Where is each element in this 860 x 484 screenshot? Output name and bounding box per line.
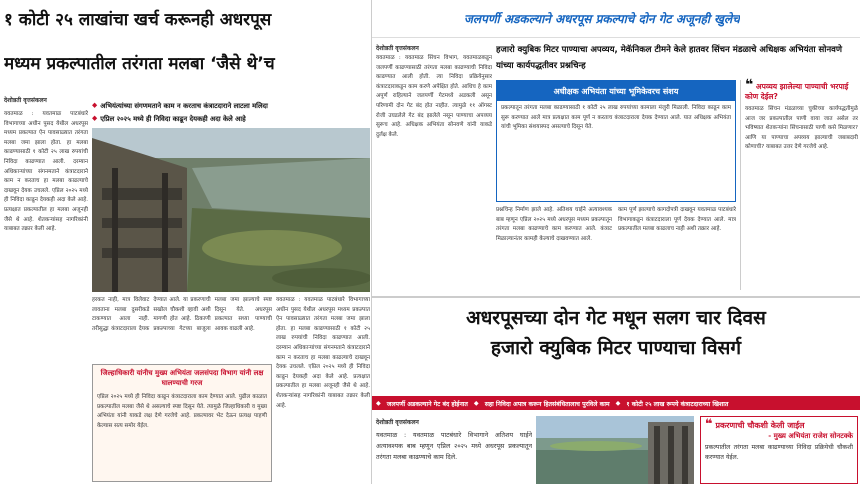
clip2-blue-box [496, 80, 736, 202]
clip1-body-right: यवतमाळ : यवतमाळ पाटबंधारे विभागाच्या अधीन पुसद येथील अधरपूस मध्यम प्रकल्पात ऐन पावसाळ्यात तरंगता मलबा जमा झाला होता. हा मलबा काढण्यासाठी १ कोटी २५ लाख रुपयांची निविदा काढण्यात आली. दरम्यान अधिकाऱ्यांच्या संगनमताने कंत्राटदाराने काम न करताच हा मलबा काढल्याचे दाखवून देयक उचलले. एप्रिल २०२५ मध्ये ही निविदा काढून देयकही अदा केले आहे. प्रत्यक्षात प्रकल्पातील हा मलबा अजूनही जैसे थे आहे. शेतकऱ्यांसह नागरिकांनी याबाबत तक्रार केली आहे. [276, 297, 370, 409]
clip2-side-title [745, 77, 858, 102]
clip1-deck-2 [92, 112, 370, 124]
clip2-body-right: काम पूर्ण झाल्याचे कागदोपत्री दाखवून यवतमाळ पाटबंधारे विभागाकडून कंत्राटदाराला पूर्ण देयक देण्यात आले. मात्र प्रकल्पातील मलबा काढलाच नाही अशी तक्रार आहे. [618, 207, 736, 233]
diamond-icon: ◆ [376, 399, 381, 407]
red-arrow-icon: ◆ [92, 101, 98, 109]
reservoir-photo [536, 416, 694, 484]
quote-icon: ❝ [705, 417, 713, 432]
clip1-deck-1-text: अभियंत्यांच्या संगणमताने काम न करताच कंत्राटदाराने लाटला मलिदा [100, 101, 268, 110]
clip3-headline-2: हजारो क्युबिक मिटर पाण्याचा विसर्ग [490, 337, 742, 359]
clip-1 [0, 0, 372, 484]
clip2-headline: जलपर्णी अडकल्याने अधरपूस प्रकल्पाचे दोन गेट अजूनही खुलेच [464, 12, 740, 26]
clip2-blue-title: अधीक्षक अभियंता यांच्या भूमिकेवरच संशय [497, 81, 735, 101]
clip2-body-left: यवतमाळ : यवतमाळ सिंचन विभाग, यवतमाळकडून जलपर्णी काढण्यासाठी तरंगता मलबा काढण्याची निविदा काढण्यात आली होती. त्या निविदा प्रक्रियेनुसार कंत्राटदाराकडून काम करणे अपेक्षित होते. आधिच हे काम अपूर्ण राहिल्याने जलपर्णी गेटमध्ये अडकली असून परिणामी दोन गेट बंद होत नाहीत. त्यामुळे ११ ऑगस्ट रोजी उघडलेले गेट बंद झालेले नसून पाण्याचा अपव्यय सुरूच आहे. अधिक्षक अभियंता सोनवणे यांनी याकडे दुर्लक्ष केले. [376, 55, 492, 138]
clip1-body-bottom: हरकत नाही, मात्र विलेवाट लावताना मलबा दुसरीकडे टाकण्यात आला नाही. तरीसुद्धा कंत्राटदाराला देयक देण्यात आले. या प्रकरणाची सखोल चौकशी व्हावी अशी मागणी होत आहे. ठिकाणी प्रकल्पाच्या गेटच्या बाजूला मलबा जमा झाल्याचे स्पष्ट दिसून येते. अधरपूस प्रकल्पात सध्या पाण्याची आवक वाढली आहे. [92, 297, 272, 332]
clip2-headline-bar [372, 0, 860, 38]
clip2-byline: देशोन्नती वृत्तसंकलन [376, 45, 419, 52]
diamond-icon: ◆ [615, 399, 621, 407]
clip1-photo [92, 128, 370, 292]
dam-gate-photo [92, 128, 370, 292]
clip2-body-mid: प्रश्नचिन्ह निर्माण झाले आहे. अतिशय घाईने अत्यावश्यक बाब म्हणून एप्रिल २०२५ मध्ये अधरपूस मध्यम प्रकल्पातून तरंगता मलबा काढण्याचे काम करण्यात आले. कंत्राट मिळाल्यानंतर कामही केल्याचे दाखवण्यात आले. [496, 207, 612, 242]
red-arrow-icon: ◆ [92, 114, 98, 122]
clip3-red-title-text: प्रकरणाची चौकशी केली जाईल [715, 421, 805, 430]
clip3-red-body: प्रकल्पातील तरंगता मलबा काढण्याच्या निविदा प्रक्रियेची चौकशी करण्यात येईल. [705, 444, 853, 461]
clip-3 [372, 296, 860, 484]
clip1-deck-1 [92, 99, 370, 111]
clip1-headline-1: १ कोटी २५ लाखांचा खर्च करूनही अधरपूस [4, 10, 272, 30]
clip3-red-sub: - मुख्य अभियंता राजेश सोनटक्के [768, 432, 853, 440]
clip1-deck-2-text: एप्रिल २०२५ मध्ये ही निविदा काढून देयकही अदा केले आहे [100, 114, 246, 123]
clip3-ticker-1: जलपर्णी अडकल्याने गेट बंद होईनात [386, 400, 468, 408]
clip3-body: यवतमाळ : यवतमाळ पाटबंधारे विभागाने अतिशय घाईने अत्यावश्यक बाब म्हणून एप्रिल २०२५ मध्ये अधरपूस प्रकल्पातून तरंगता मलबा काढण्याचे काम दिले. [376, 431, 532, 461]
clip1-headline-2: मध्यम प्रकल्पातील तरंगता मलबा ‘जैसे थे’च [4, 54, 275, 74]
clip1-box-title: जिल्हाधिकारी यांनीच मुख्य अभियंता जलसंपदा विभाग यांनी लक्ष घालण्याची गरज [100, 369, 264, 387]
clip3-byline: देशोन्नती वृत्तसंकलन [376, 419, 419, 426]
diamond-icon: ◆ [473, 399, 479, 407]
clip3-photo [536, 416, 694, 484]
clip1-body-left: यवतमाळ : यवतमाळ पाटबंधारे विभागाच्या अधीन पुसद येथील अधरपूस मध्यम प्रकल्पात ऐन पावसाळ्यात तरंगता मलबा जमा झाला होता. हा मलबा काढण्यासाठी १ कोटी २५ लाख रुपयांची निविदा काढण्यात आली. दरम्यान अधिकाऱ्यांच्या संगनमताने कंत्राटदाराने काम न करताच हा मलबा काढल्याचे दाखवून देयक उचलले. एप्रिल २०२५ मध्ये ही निविदा काढून देयकही अदा केले आहे. प्रत्यक्षात प्रकल्पातील हा मलबा अजूनही जैसे थे आहे. शेतकऱ्यांसह नागरिकांनी याबाबत तक्रार केली आहे. [4, 111, 88, 233]
clip3-ticker-3: १ कोटी २५ लाख रूपये कंत्राटदाराच्या खिशात [626, 400, 729, 408]
clip3-red-title [705, 419, 853, 431]
quote-icon: ❝ [745, 77, 754, 93]
clip2-subhead: हजारो क्युबिक मिटर पाण्याचा अपव्यय, मेकॅनिकल टीमने केले हातवर सिंचन मंडळाचे अधिक्षक अभियंता सोनवणे यांच्या कार्यपद्धतीवर प्रश्नचिन्ह [496, 45, 843, 71]
clip2-blue-body: प्रकल्पातून तरंगता मलबा काढण्यासाठी १ कोटी २५ लाख रुपयांच्या कामाला मंजुरी मिळाली. निविदा काढून काम सुरू करण्यात आले मात्र प्रत्यक्षात काम पूर्ण न करताच कंत्राटदाराला देयक देण्यात आले. यात अधिक्षक अभियंता यांची भूमिका संशयास्पद असल्याचे दिसून येते. [501, 105, 731, 131]
clip2-side-box [740, 77, 858, 290]
clip3-ticker [372, 396, 860, 410]
clip3-ticker-2: सहा निविदा अपात्र करून हितसंबंधितालाच पुरविले काम [484, 400, 610, 408]
clip2-side-title-text: अपव्यय झालेल्या पाण्याची भरपाई कोण देईल? [745, 82, 849, 101]
clip1-box-body: एप्रिल २०२५ मध्ये ही निविदा काढून कंत्राटदाराला काम देण्यात आले. पुढील काळात प्रकल्पातील मलबा जैसे थे असल्याचे स्पष्ट दिसून येते. त्यामुळे जिल्हाधिकारी व मुख्य अभियंता यांनी याकडे लक्ष देणे गरजेचे आहे. प्रकल्पावर भेट देऊन प्रत्यक्ष पाहणी केल्यास सत्य समोर येईल. [97, 394, 267, 429]
clip3-headline-1: अधरपूसच्या दोन गेट मधून सलग चार दिवस [466, 307, 766, 329]
clip2-side-body: यवतमाळ सिंचन मंडळाच्या चुकीच्या कार्यपद्धतीमुळे आज जर प्रकल्पातील पाणी वाया जात असेल तर भविष्यात शेतकऱ्यांना सिंचनासाठी पाणी कसे मिळणार? आणि या पाण्याचा अपव्यय झाल्याची जबाबदारी कोणाची? याबाबत उत्तर देणे गरजेचे आहे. [745, 106, 858, 151]
clip-2 [372, 0, 860, 296]
clip1-byline: देशोन्नती वृत्तसंकलन [4, 97, 47, 104]
clip1-box [92, 364, 272, 482]
clip3-red-box [700, 416, 858, 484]
